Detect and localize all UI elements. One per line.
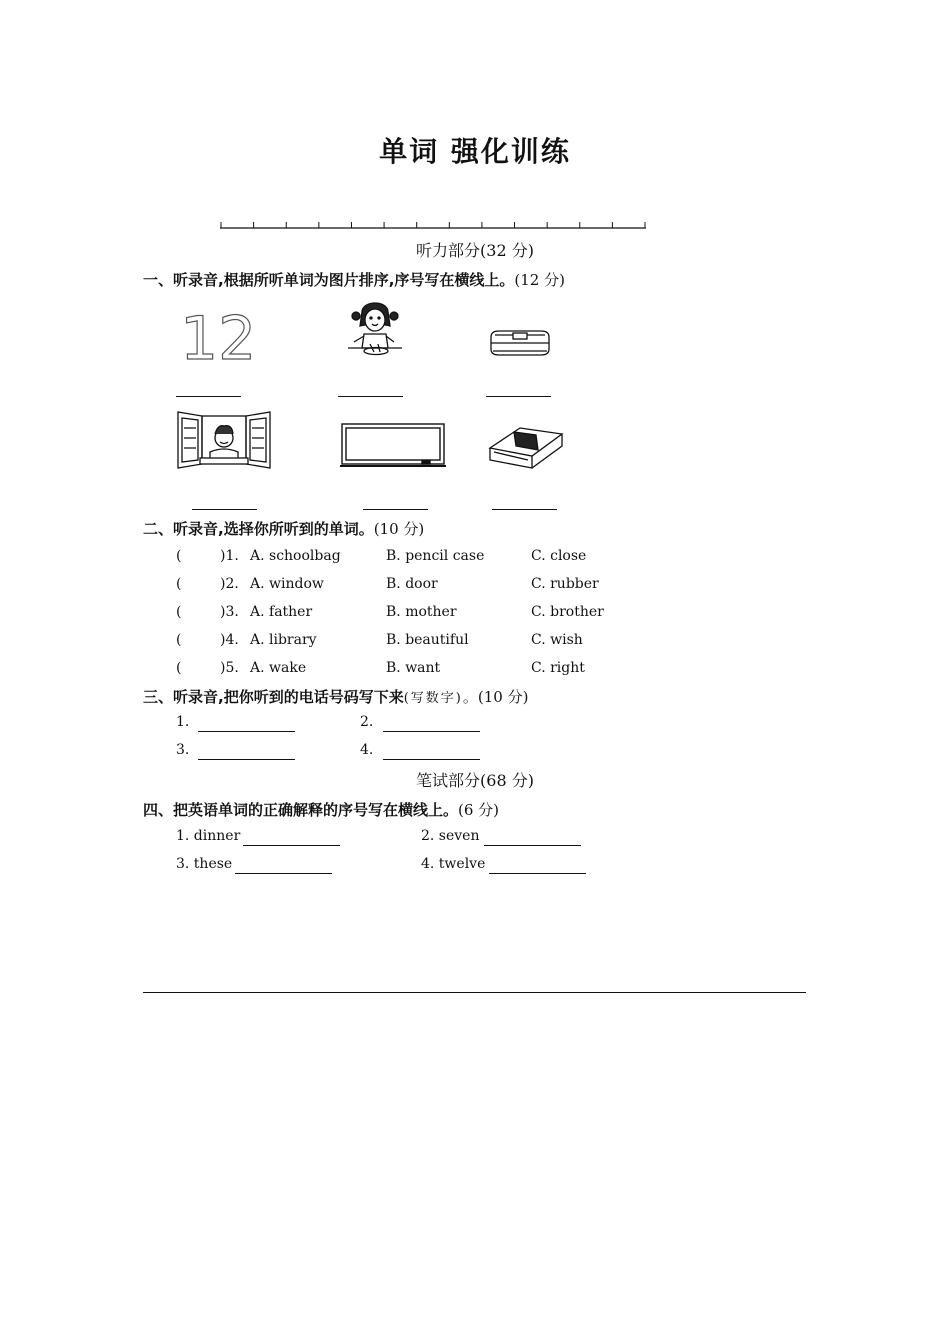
meaning-blank-2[interactable]	[484, 845, 581, 846]
option-b: B. mother	[386, 604, 457, 620]
q3-instruction	[143, 686, 528, 707]
phone-blank-1[interactable]	[198, 731, 295, 732]
option-c: C. right	[531, 660, 585, 676]
q3-item-3	[176, 742, 189, 758]
q4-word-seven: 2. seven	[421, 828, 480, 844]
meaning-blank-1[interactable]	[243, 845, 340, 846]
picture-rubber	[484, 420, 568, 470]
item-number: 4.	[360, 742, 374, 758]
q3-points: 。(10 分)	[462, 688, 529, 706]
q3-label: 三、听录音,把你听到的电话号码写下来	[143, 688, 404, 706]
q4-word-twelve: 4. twelve	[421, 856, 486, 872]
picture-number-twelve	[178, 304, 257, 374]
page-title: 单词 强化训练	[379, 135, 571, 168]
item-number: )1.	[220, 548, 239, 564]
option-a: A. window	[250, 576, 324, 592]
option-a: A. wake	[250, 660, 307, 676]
item-number: )4.	[220, 632, 239, 648]
picture-girl-eating	[340, 296, 410, 362]
picture-window	[174, 408, 274, 468]
meaning-blank-4[interactable]	[489, 873, 586, 874]
answer-blank-5[interactable]	[363, 509, 428, 510]
option-c: C. brother	[531, 604, 604, 620]
q3-note: (写数字)	[403, 691, 463, 706]
picture-pencil-case	[485, 325, 555, 361]
q2-label: 二、听录音,选择你所听到的单词。	[143, 520, 374, 538]
q4-instruction	[143, 799, 499, 820]
q3-item-4	[360, 742, 373, 758]
q4-word-these: 3. these	[176, 856, 233, 872]
decorative-ruler	[220, 220, 646, 230]
option-a: A. father	[250, 604, 313, 620]
answer-paren-2[interactable]: (	[176, 576, 182, 592]
item-number: 2.	[360, 714, 374, 730]
q4-item-3	[176, 856, 232, 872]
writing-heading: 笔试部分(68 分)	[416, 771, 534, 790]
phone-blank-2[interactable]	[383, 731, 480, 732]
q3-item-1	[176, 714, 189, 730]
listening-heading: 听力部分(32 分)	[416, 241, 534, 260]
option-b: B. beautiful	[386, 632, 469, 648]
page-divider	[143, 992, 806, 993]
item-number: )3.	[220, 604, 239, 620]
meaning-blank-3[interactable]	[235, 873, 332, 874]
option-b: B. want	[386, 660, 441, 676]
q4-item-1	[176, 828, 240, 844]
answer-paren-4[interactable]: (	[176, 632, 182, 648]
answer-blank-4[interactable]	[192, 509, 257, 510]
q4-points: (6 分)	[458, 801, 500, 819]
q4-word-dinner: 1. dinner	[176, 828, 241, 844]
option-b: B. door	[386, 576, 438, 592]
q1-points: (12 分)	[514, 271, 565, 289]
option-c: C. wish	[531, 632, 583, 648]
phone-blank-3[interactable]	[198, 759, 295, 760]
item-number: )5.	[220, 660, 239, 676]
item-number: 1.	[176, 714, 190, 730]
option-a: A. library	[250, 632, 317, 648]
q4-label: 四、把英语单词的正确解释的序号写在横线上。	[143, 801, 459, 819]
answer-paren-1[interactable]: (	[176, 548, 182, 564]
option-c: C. close	[531, 548, 587, 564]
q3-item-2	[360, 714, 373, 730]
q4-item-4	[421, 856, 485, 872]
phone-blank-4[interactable]	[383, 759, 480, 760]
answer-blank-1[interactable]	[176, 396, 241, 397]
q4-item-2	[421, 828, 480, 844]
q1-instruction	[143, 269, 565, 290]
q1-label: 一、听录音,根据所听单词为图片排序,序号写在横线上。	[143, 271, 515, 289]
item-number: )2.	[220, 576, 239, 592]
option-a: A. schoolbag	[250, 548, 341, 564]
option-b: B. pencil case	[386, 548, 485, 564]
answer-blank-2[interactable]	[338, 396, 403, 397]
q2-points: (10 分)	[373, 520, 425, 538]
option-c: C. rubber	[531, 576, 599, 592]
picture-blackboard	[338, 420, 448, 470]
number-twelve-text: 12	[180, 304, 257, 374]
answer-paren-3[interactable]: (	[176, 604, 182, 620]
answer-blank-3[interactable]	[486, 396, 551, 397]
q2-instruction	[143, 518, 424, 539]
answer-paren-5[interactable]: (	[176, 660, 182, 676]
item-number: 3.	[176, 742, 190, 758]
answer-blank-6[interactable]	[492, 509, 557, 510]
